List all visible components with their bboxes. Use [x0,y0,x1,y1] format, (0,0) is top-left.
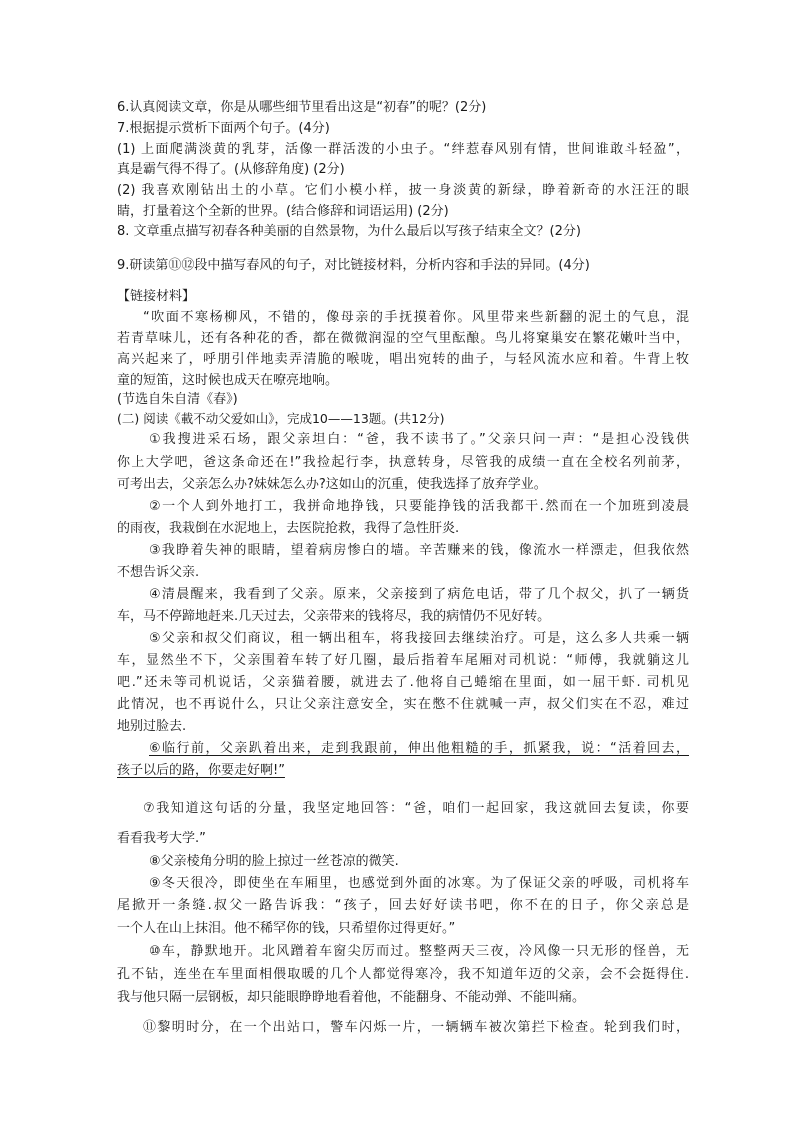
article-line: ⑩车，静默地开。北风蹭着车窗尖厉而过。整整两天三夜，冷风像一只无形的怪兽，无 [149,944,689,959]
link-material-line: “吹面不寒杨柳风，不错的，像母亲的手抚摸着你。风里带来些新翻的泥土的气息，混 [143,310,689,325]
article-line: ⑤父亲和叔父们商议，租一辆出租车，将我接回去继续治疗。可是，这么多人共乘一辆 [149,631,689,646]
article-line: 此情况，也不再说什么，只让父亲注意安全，实在憋不住就喊一声，叔父们实在不忍，难过 [117,697,689,712]
link-material-line: 若青草味儿，还有各种花的香，都在微微润湿的空气里酝酿。鸟儿将窠巢安在繁花嫩叶当中， [117,331,689,346]
article-line: 吧.”还未等司机说话，父亲猫着腰，就进去了.他将自己蜷缩在里面，如一屈干虾. 司机见 [117,675,689,690]
article-line: ⑧父亲棱角分明的脸上掠过一丝苍凉的微笑. [149,854,399,869]
question-7-sentence-1-cont: 真是霸气得不得了。(从修辞角度) (2分) [117,162,345,177]
article-line: 车，显然坐不下，父亲围着车转了好几圈，最后指着车尾厢对司机说：“师傅，我就躺这儿 [117,653,689,668]
article-line: 看看我考大学.” [117,831,206,846]
article-line: 尾掀开一条缝.叔父一路告诉我：“孩子，回去好好读书吧，你不在的日子，你父亲总是 [117,898,689,913]
question-7-sentence-2-cont: 睛，打量着这个全新的世界。(结合修辞和词语运用) (2分) [117,204,449,219]
article-line: ①我搜进采石场，跟父亲坦白：“爸，我不读书了。”父亲只问一声：“是担心没钱供 [149,432,689,447]
link-material-line: 童的短笛，这时候也成天在嘹亮地响。 [117,373,339,388]
article-line: ⑨冬天很冷，即使坐在车厢里，也感觉到外面的冰寒。为了保证父亲的呼吸，司机将车 [149,876,689,891]
article-line: 一个人在山上抹泪。他不稀罕你的钱，只希望你过得更好。” [117,921,456,936]
article-line: 你上大学吧，爸这条命还在!”我捡起行李，执意转身，尽管我的成绩一直在全校名列前茅， [117,455,689,470]
article-line: 我与他只隔一层钢板，却只能眼睁睁地看着他，不能翻身、不能动弹、不能叫痛。 [117,990,586,1005]
question-7: 7.根据提示赏析下面两个句子。(4分) [117,121,330,136]
article-line: ②一个人到外地打工，我拼命地挣钱，只要能挣钱的活我都干.然而在一个加班到凌晨 [149,499,689,514]
article-line: ④清晨醒来，我看到了父亲。原来，父亲接到了病危电话，带了几个叔父，扒了一辆货 [149,587,689,602]
question-9: 9.研读第⑪⑫段中描写春风的句子，对比链接材料，分析内容和手法的异同。(4分) [117,258,590,273]
link-material-source: (节选自朱自清《春》) [117,392,238,407]
question-8: 8. 文章重点描写初春各种美丽的自然景物，为什么最后以写孩子结束全文？(2分) [117,224,581,239]
article-line: ⑪黎明时分，在一个出站口，警车闪烁一片，一辆辆车被次第拦下检查。轮到我们时， [143,1020,689,1035]
article-line: 不想告诉父亲. [117,565,200,580]
article-line-underlined: 孩子以后的路，你要走好啊!” [117,763,285,778]
question-7-sentence-2: (2) 我喜欢刚钻出土的小草。它们小模小样，披一身淡黄的新绿，睁着新奇的水汪汪的眼 [117,183,689,198]
article-line: 地别过脸去. [117,719,187,734]
article-line: ⑦我知道这句话的分量，我坚定地回答：“爸，咱们一起回家，我这就回去复读，你要 [143,801,689,816]
article-line: 车，马不停蹄地赶来.几天过去，父亲带来的钱将尽，我的病情仍不见好转。 [117,609,551,624]
article-line-underlined: ⑥临行前，父亲趴着出来，走到我跟前，伸出他粗糙的手，抓紧我，说：“活着回去， [149,741,689,756]
link-material-line: 高兴起来了，呼朋引伴地卖弄清脆的喉咙，唱出宛转的曲子，与轻风流水应和着。牛背上牧 [117,352,689,367]
article-line: ③我睁着失神的眼睛，望着病房惨白的墙。辛苦赚来的钱，像流水一样漂走，但我依然 [149,543,689,558]
section-title: (二) 阅读《載不动父爱如山》，完成10——13题。(共12分) [117,411,445,426]
article-line: 的雨夜，我栽倒在水泥地上，去医院抢救，我得了急性肝炎. [117,521,460,536]
article-line: 可考出去，父亲怎么办?妹妹怎么办?这如山的沉重，使我选择了放弃学业。 [117,477,547,492]
link-material-heading: 【链接材料】 [117,289,196,304]
article-line: 孔不钻，连坐在车里面相偎取暖的几个人都觉得寒冷，我不知道年迈的父亲，会不会挺得住. [117,967,689,982]
question-6: 6.认真阅读文章，你是从哪些细节里看出这是“初春”的呢？(2分) [117,100,487,115]
question-7-sentence-1: (1) 上面爬满淡黄的乳芽，活像一群活泼的小虫子。“绊惹春风别有情，世间谁敢斗轻盈”， [117,142,689,157]
